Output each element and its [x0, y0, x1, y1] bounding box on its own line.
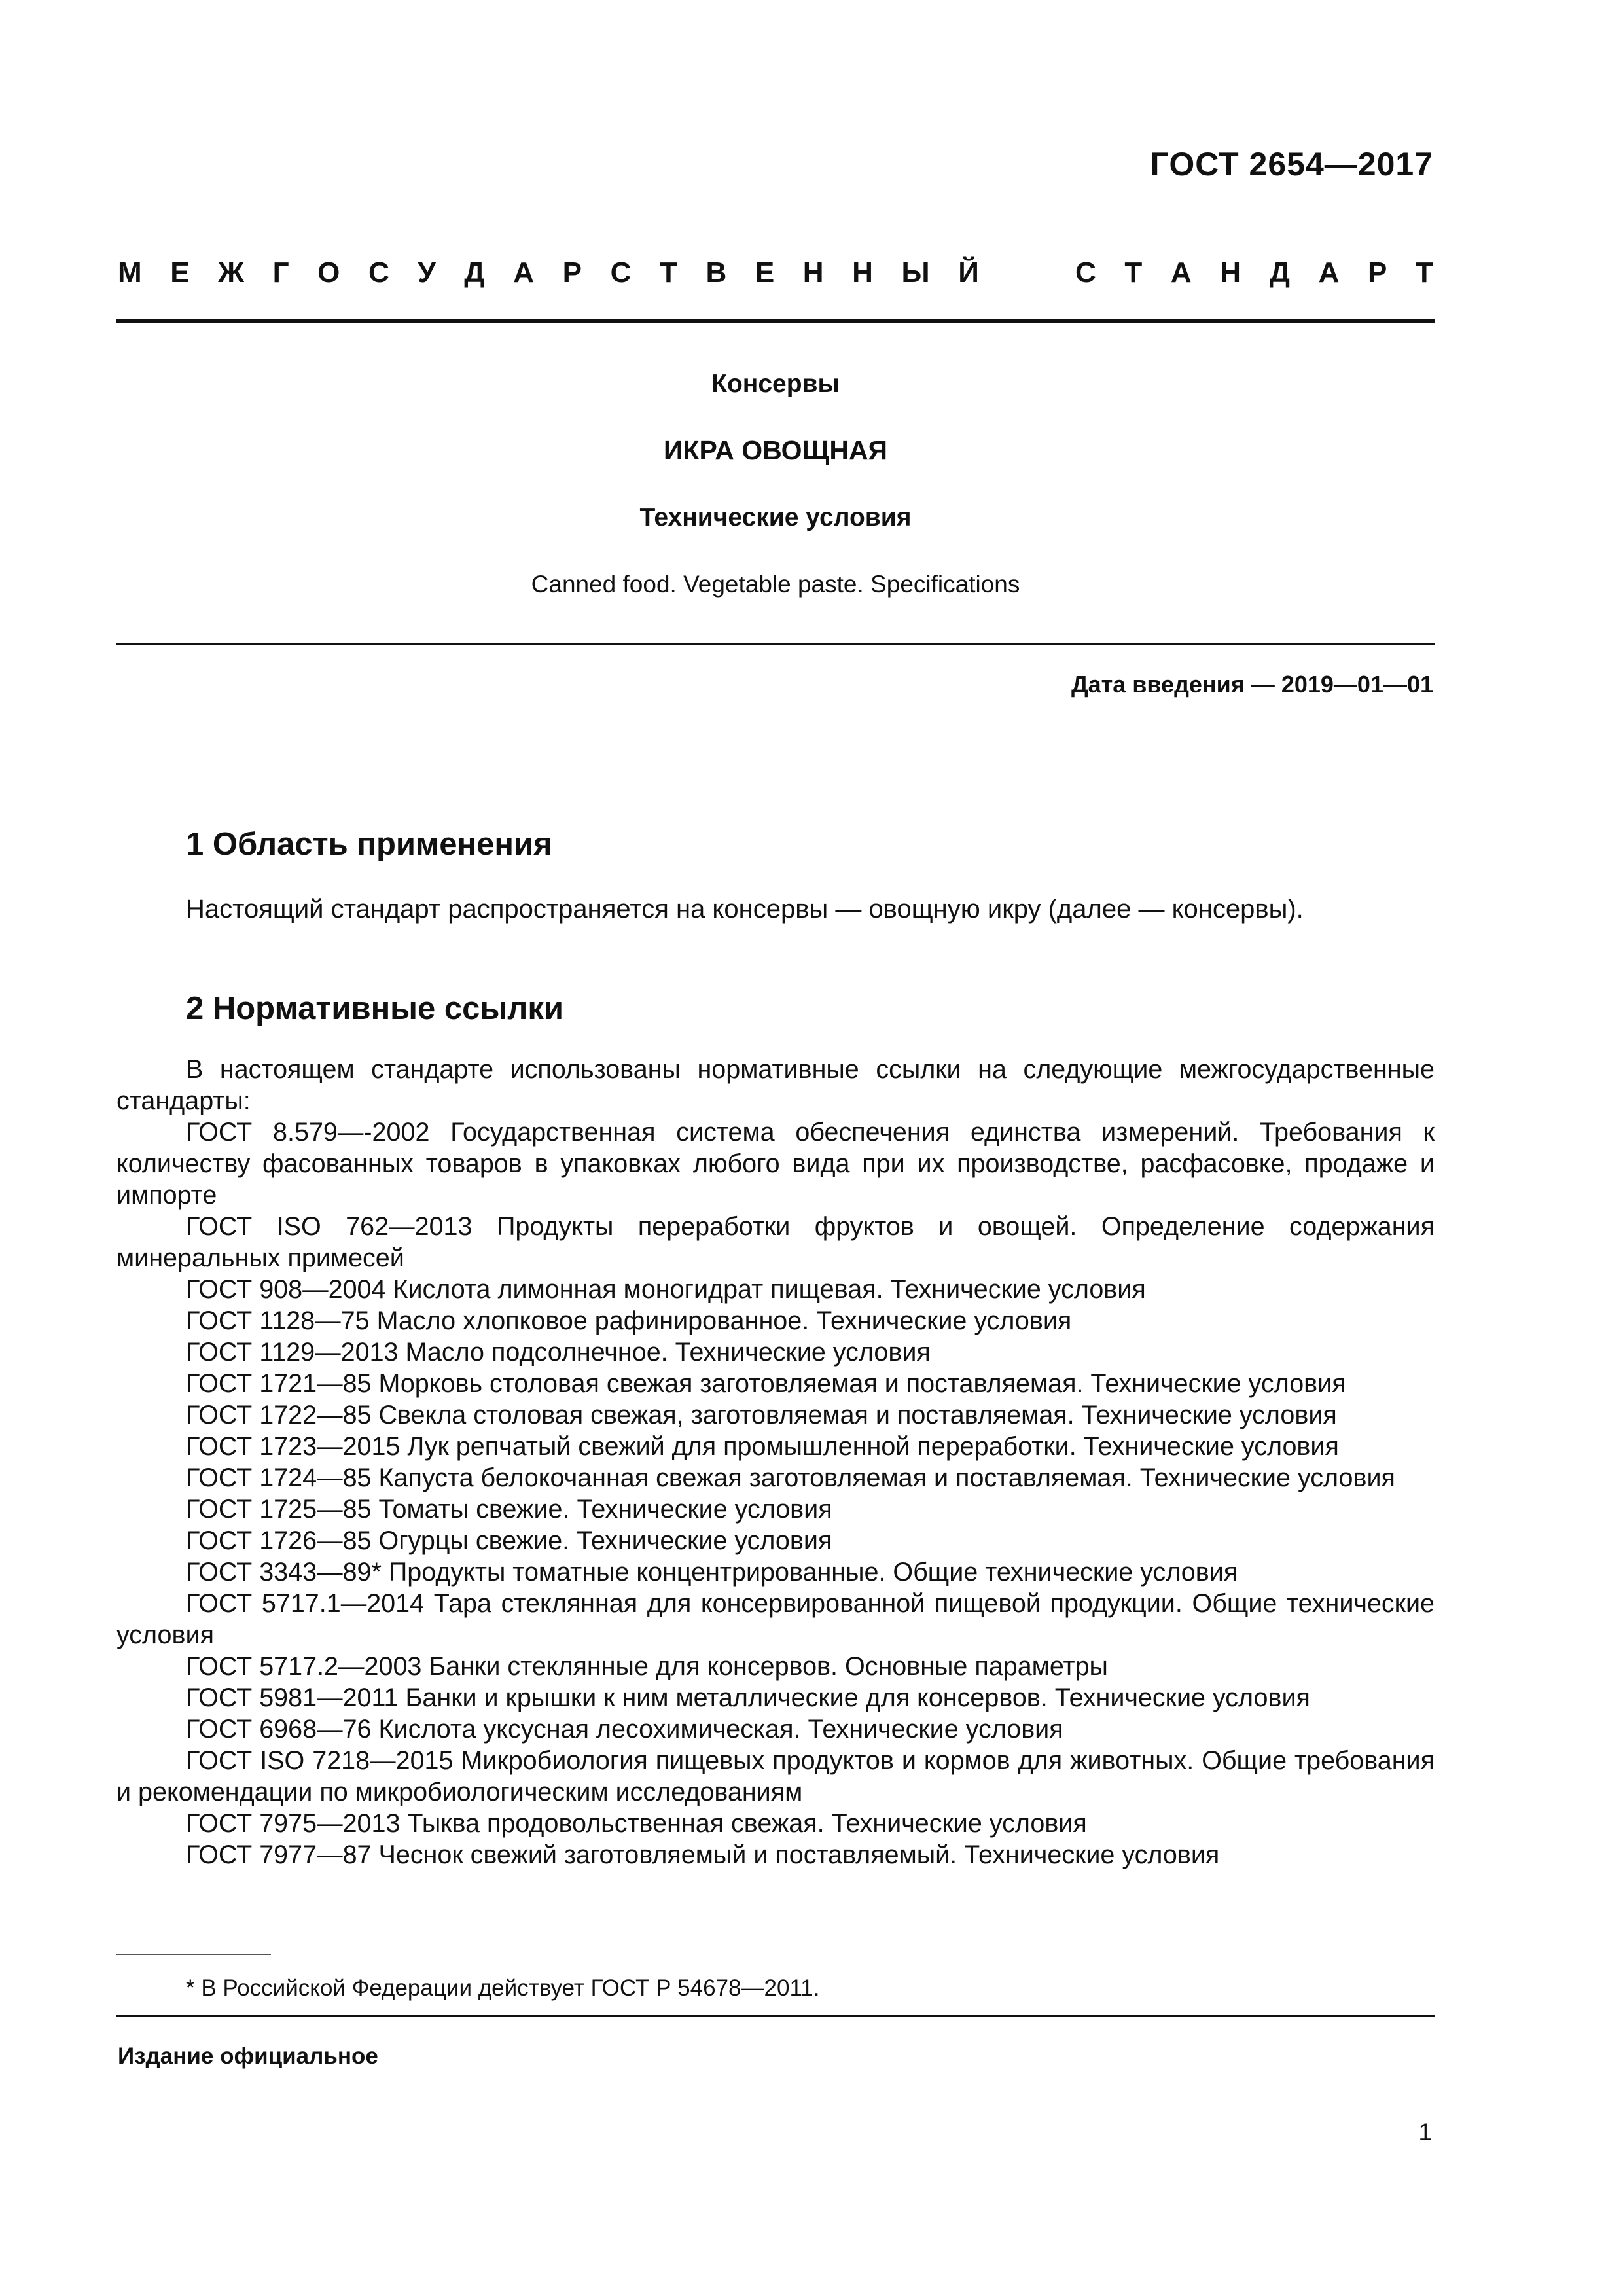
section-1-text: Настоящий стандарт распространяется на консервы — овощную икру (далее — консервы).	[186, 895, 1304, 924]
reference-item: ГОСТ 8.579—-2002 Государственная система обеспечения единства измерений. Требования к количеству фасованных товаров в упаковках любого вида при их производстве, расфасовке, продаже и импорте	[116, 1118, 1435, 1210]
title-english: Canned food. Vegetable paste. Specifications	[531, 571, 1020, 598]
banner-letter: Н	[802, 257, 824, 289]
page-number: 1	[1418, 2119, 1432, 2145]
banner-word-gap	[1007, 257, 1046, 289]
references-intro: В настоящем стандарте использованы нормативные ссылки на следующие межгосударственные стандарты:	[116, 1055, 1435, 1115]
reference-item: ГОСТ 1128—75 Масло хлопковое рафинированное. Технические условия	[186, 1306, 1072, 1335]
banner-letter: А	[1318, 257, 1340, 289]
introduction-date: Дата введения — 2019—01—01	[1071, 671, 1433, 698]
reference-item: ГОСТ 1723—2015 Лук репчатый свежий для промышленной переработки. Технические условия	[186, 1432, 1339, 1461]
banner-letter: Н	[1220, 257, 1241, 289]
banner-letter: А	[513, 257, 535, 289]
section-2-heading: 2 Нормативные ссылки	[186, 991, 563, 1026]
banner-letter: В	[705, 257, 727, 289]
banner-letter: Е	[170, 257, 190, 289]
reference-item: ГОСТ 1724—85 Капуста белокочанная свежая заготовляемая и поставляемая. Технические условия	[186, 1463, 1395, 1492]
reference-item: ГОСТ 7977—87 Чеснок свежий заготовляемый и поставляемый. Технические условия	[186, 1840, 1220, 1869]
edition-label: Издание официальное	[118, 2043, 378, 2069]
banner-letter: Т	[1415, 257, 1433, 289]
reference-item: ГОСТ ISO 7218—2015 Микробиология пищевых продуктов и кормов для животных. Общие требования и рекомендации по микробиологическим исследованиям	[116, 1746, 1435, 1806]
footnote: * В Российской Федерации действует ГОСТ Р 54678—2011.	[186, 1975, 820, 2001]
banner-letter: С	[1075, 257, 1096, 289]
reference-item: ГОСТ 908—2004 Кислота лимонная моногидрат пищевая. Технические условия	[186, 1275, 1146, 1304]
reference-item: ГОСТ 6968—76 Кислота уксусная лесохимическая. Технические условия	[186, 1715, 1063, 1744]
reference-item: ГОСТ 1129—2013 Масло подсолнечное. Технические условия	[186, 1338, 931, 1367]
reference-item: ГОСТ ISO 762—2013 Продукты переработки фруктов и овощей. Определение содержания минеральных примесей	[116, 1212, 1435, 1272]
title-rule	[116, 643, 1435, 645]
reference-item: ГОСТ 1725—85 Томаты свежие. Технические условия	[186, 1495, 832, 1524]
standard-type-banner	[118, 257, 1433, 289]
banner-letter: У	[418, 257, 436, 289]
banner-letter: Ж	[218, 257, 244, 289]
banner-letter: О	[317, 257, 340, 289]
reference-item: ГОСТ 1721—85 Морковь столовая свежая заготовляемая и поставляемая. Технические условия	[186, 1369, 1346, 1398]
banner-letter: Т	[1124, 257, 1143, 289]
banner-letter: А	[1170, 257, 1192, 289]
reference-item: ГОСТ 5981—2011 Банки и крышки к ним металлические для консервов. Технические условия	[186, 1683, 1310, 1712]
references-list	[116, 1054, 1435, 1871]
footer-rule	[116, 2015, 1435, 2017]
reference-item: ГОСТ 1726—85 Огурцы свежие. Технические условия	[186, 1526, 832, 1555]
banner-letter: Й	[958, 257, 979, 289]
title-name: ИКРА ОВОЩНАЯ	[663, 435, 888, 465]
banner-letter: Д	[464, 257, 485, 289]
banner-letter: Г	[272, 257, 289, 289]
banner-letter: С	[610, 257, 632, 289]
banner-letter: Р	[562, 257, 582, 289]
banner-letter: Т	[659, 257, 677, 289]
banner-letter: Р	[1367, 257, 1387, 289]
title-subtitle: Технические условия	[639, 503, 912, 531]
banner-letter: Ы	[901, 257, 930, 289]
banner-letter: М	[118, 257, 142, 289]
footnote-rule	[116, 1954, 271, 1955]
banner-letter: Е	[755, 257, 775, 289]
section-1-heading: 1 Область применения	[186, 827, 552, 862]
banner-letter: С	[368, 257, 389, 289]
banner-letter: Н	[852, 257, 873, 289]
reference-item: ГОСТ 5717.1—2014 Тара стеклянная для консервированной пищевой продукции. Общие технические условия	[116, 1589, 1435, 1649]
header-rule	[116, 319, 1435, 323]
reference-item: ГОСТ 3343—89* Продукты томатные концентрированные. Общие технические условия	[186, 1558, 1238, 1587]
banner-letter: Д	[1269, 257, 1290, 289]
title-category: Консервы	[711, 370, 840, 398]
reference-item: ГОСТ 7975—2013 Тыква продовольственная свежая. Технические условия	[186, 1809, 1087, 1838]
document-number: ГОСТ 2654—2017	[1150, 146, 1433, 183]
reference-item: ГОСТ 5717.2—2003 Банки стеклянные для консервов. Основные параметры	[186, 1652, 1108, 1681]
reference-item: ГОСТ 1722—85 Свекла столовая свежая, заготовляемая и поставляемая. Технические условия	[186, 1401, 1337, 1429]
